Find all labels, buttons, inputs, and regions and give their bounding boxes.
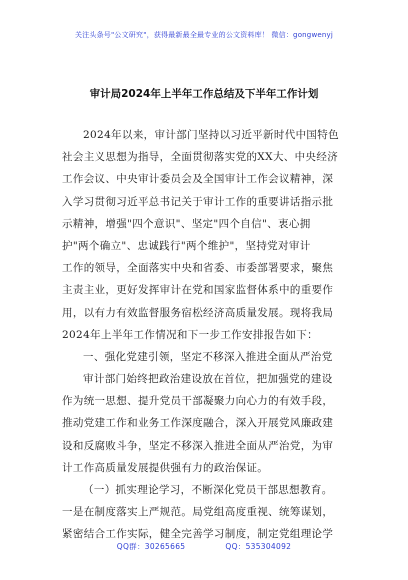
body-line: 作为统一思想、提升党员干部凝聚力向心力的有效手段， — [62, 395, 334, 408]
body-line: 紧密结合工作实际，健全完善学习制度，制定党组理论学 — [62, 528, 334, 541]
footer-qq-group: QQ群：30265665 — [116, 542, 186, 551]
body-line: 工作的领导，全面落实中央和省委、市委部署要求，聚焦 — [62, 262, 334, 275]
subsection-heading: （一）抓实理论学习，不断深化党员干部思想教育。 — [83, 484, 333, 496]
body-line: 一是在制度落实上严规范。局党组高度重视、统筹谋划， — [62, 506, 334, 519]
body-line: 用，以有力有效监督服务宿松经济高质量发展。现将我局 — [62, 306, 334, 319]
body-line: 推动党建工作和业务工作深度融合，深入开展党风廉政建 — [62, 417, 334, 430]
body-line: 示精神，增强"四个意识"、坚定"四个自信"、衷心拥 — [62, 217, 311, 230]
body-line: 护"两个确立"、忠诚践行"两个维护"，坚持党对审计 — [62, 239, 311, 252]
body-line: 审计部门始终把政治建设放在首位，把加强党的建设 — [83, 373, 333, 386]
document-body — [62, 124, 345, 546]
body-line: 2024年上半年工作情况和下一步工作安排报告如下： — [62, 328, 318, 341]
body-line: 计工作高质量发展提供强有力的政治保证。 — [62, 461, 269, 474]
body-line: 主责主业，更好发挥审计在党和国家监督体系中的重要作 — [62, 284, 334, 297]
body-line: 入学习贯彻习近平总书记关于审计工作的重要讲话指示批 — [62, 195, 334, 208]
header-promo-note: 关注头条号"公文研究"，获得最新最全最专业的公文资料库！ 微信：gongwenyj — [74, 31, 334, 39]
footer-contact-note — [0, 541, 408, 552]
body-line: 2024年以来，审计部门坚持以习近平新时代中国特色 — [83, 129, 339, 141]
body-line: 社会主义思想为指导，全面贯彻落实党的XX大、中央经济 — [62, 151, 339, 164]
body-line: 工作会议、中央审计委员会及全国审计工作会议精神，深 — [62, 173, 334, 186]
body-line: 设和反腐败斗争，坚定不移深入推进全面从严治党，为审 — [62, 439, 334, 452]
document-title: 审计局2024年上半年工作总结及下半年工作计划 — [89, 88, 319, 100]
section-heading: 一、强化党建引领，坚定不移深入推进全面从严治党 — [83, 350, 333, 363]
footer-qq-contact: QQ：535304092 — [225, 542, 292, 551]
